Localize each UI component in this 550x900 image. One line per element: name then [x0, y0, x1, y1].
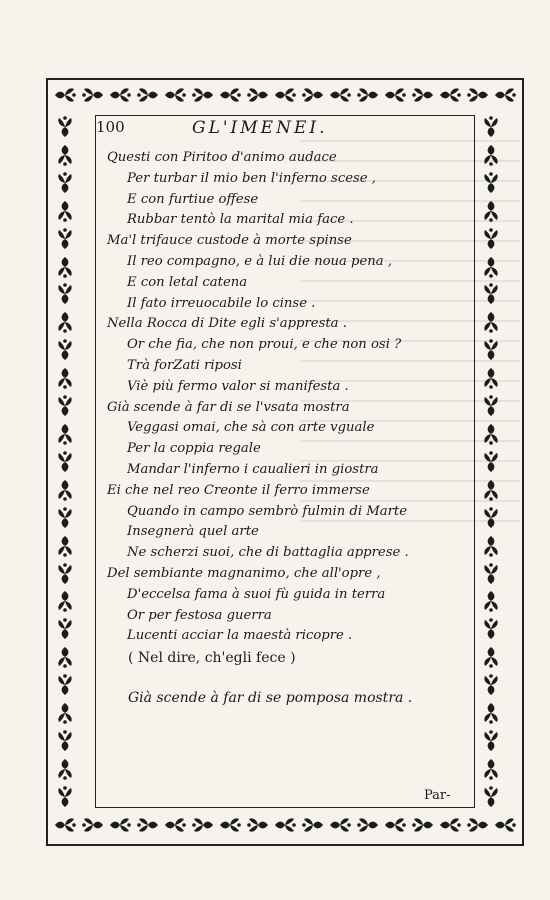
- fleuron-icon: [52, 588, 78, 614]
- fleuron-icon: [52, 365, 78, 391]
- verse-line: Il reo compagno, e à lui die noua pena ,: [127, 253, 393, 269]
- fleuron-icon: [107, 812, 133, 838]
- fleuron-icon: [52, 728, 78, 754]
- fleuron-icon: [478, 198, 504, 224]
- fleuron-icon: [52, 784, 78, 810]
- fleuron-icon: [52, 226, 78, 252]
- fleuron-icon: [52, 421, 78, 447]
- verse-block: [107, 148, 475, 647]
- page-header: [96, 118, 472, 144]
- verse-line: Ne scherzi suoi, che di battaglia apprese .: [127, 545, 409, 561]
- fleuron-icon: [52, 309, 78, 335]
- fleuron-icon: [80, 812, 106, 838]
- verse-line: Mandar l'inferno i caualieri in giostra: [127, 461, 379, 477]
- fleuron-icon: [478, 561, 504, 587]
- fleuron-icon: [478, 449, 504, 475]
- running-title: GL'IMENEI.: [192, 118, 328, 138]
- fleuron-icon: [478, 784, 504, 810]
- ornament-border-right: [478, 114, 516, 810]
- fleuron-icon: [478, 672, 504, 698]
- fleuron-icon: [52, 393, 78, 419]
- fleuron-icon: [410, 812, 436, 838]
- fleuron-icon: [478, 337, 504, 363]
- fleuron-icon: [190, 82, 216, 108]
- fleuron-icon: [52, 337, 78, 363]
- fleuron-icon: [437, 82, 463, 108]
- fleuron-icon: [465, 812, 491, 838]
- verse-line: Del sembiante magnanimo, che all'opre ,: [107, 565, 381, 581]
- verse-line: Questi con Piritoo d'animo audace: [107, 150, 337, 165]
- fleuron-icon: [382, 82, 408, 108]
- fleuron-icon: [52, 616, 78, 642]
- fleuron-icon: [478, 477, 504, 503]
- verse-line: Or per festosa guerra: [127, 607, 272, 623]
- fleuron-icon: [478, 700, 504, 726]
- fleuron-icon: [52, 756, 78, 782]
- verse-line: D'eccelsa fama à suoi fù guida in terra: [127, 586, 386, 602]
- fleuron-icon: [478, 644, 504, 670]
- fleuron-icon: [478, 756, 504, 782]
- verse-line: Per la coppia regale: [127, 441, 261, 457]
- verse-line: Lucenti acciar la maestà ricopre .: [127, 628, 353, 644]
- fleuron-icon: [327, 812, 353, 838]
- ornament-border-left: [52, 114, 90, 810]
- verse-line: Trà forZati riposi: [127, 357, 242, 373]
- verse-line: Per turbar il mio ben l'inferno scese ,: [127, 170, 376, 186]
- fleuron-icon: [478, 309, 504, 335]
- catchword: Par-: [424, 788, 451, 803]
- ornament-border-top: [52, 82, 518, 112]
- fleuron-icon: [52, 142, 78, 168]
- fleuron-icon: [217, 812, 243, 838]
- fleuron-icon: [478, 505, 504, 531]
- page-number: 100: [96, 118, 125, 136]
- verse-line: Rubbar tentò la marital mia face .: [127, 212, 354, 228]
- fleuron-icon: [478, 533, 504, 559]
- fleuron-icon: [52, 533, 78, 559]
- fleuron-icon: [478, 616, 504, 642]
- fleuron-icon: [492, 82, 518, 108]
- fleuron-icon: [465, 82, 491, 108]
- verse-line: Or che fia, che non proui, e che non osi ?: [127, 337, 402, 353]
- closing-verse-line: Già scende à far di se pomposa mostra .: [128, 690, 413, 706]
- fleuron-icon: [162, 812, 188, 838]
- fleuron-icon: [107, 82, 133, 108]
- fleuron-icon: [300, 812, 326, 838]
- stage-direction: ( Nel dire, ch'egli fece ): [128, 650, 296, 666]
- fleuron-icon: [382, 812, 408, 838]
- fleuron-icon: [135, 812, 161, 838]
- fleuron-icon: [52, 505, 78, 531]
- fleuron-icon: [437, 812, 463, 838]
- verse-line: E con letal catena: [127, 274, 248, 290]
- verse-line: Nella Rocca di Dite egli s'appresta .: [107, 316, 347, 332]
- fleuron-icon: [52, 812, 78, 838]
- fleuron-icon: [410, 82, 436, 108]
- fleuron-icon: [135, 82, 161, 108]
- fleuron-icon: [52, 449, 78, 475]
- verse-line: Ei che nel reo Creonte il ferro immerse: [107, 482, 370, 498]
- fleuron-icon: [478, 254, 504, 280]
- fleuron-icon: [52, 170, 78, 196]
- fleuron-icon: [478, 170, 504, 196]
- fleuron-icon: [52, 281, 78, 307]
- fleuron-icon: [52, 82, 78, 108]
- fleuron-icon: [478, 114, 504, 140]
- verse-line: E con furtiue offese: [127, 191, 259, 207]
- fleuron-icon: [355, 812, 381, 838]
- fleuron-icon: [478, 142, 504, 168]
- fleuron-icon: [217, 82, 243, 108]
- fleuron-icon: [272, 812, 298, 838]
- fleuron-icon: [478, 393, 504, 419]
- fleuron-icon: [300, 82, 326, 108]
- verse-line: Quando in campo sembrò fulmin di Marte: [127, 503, 408, 519]
- ornament-border-bottom: [52, 812, 518, 842]
- fleuron-icon: [478, 728, 504, 754]
- fleuron-icon: [52, 561, 78, 587]
- fleuron-icon: [52, 114, 78, 140]
- verse-line: Ma'l trifauce custode à morte spinse: [107, 233, 352, 249]
- fleuron-icon: [52, 198, 78, 224]
- fleuron-icon: [52, 644, 78, 670]
- fleuron-icon: [245, 812, 271, 838]
- fleuron-icon: [245, 82, 271, 108]
- fleuron-icon: [52, 254, 78, 280]
- fleuron-icon: [478, 365, 504, 391]
- fleuron-icon: [52, 700, 78, 726]
- fleuron-icon: [478, 588, 504, 614]
- verse-line: Già scende à far di se l'vsata mostra: [107, 399, 350, 415]
- fleuron-icon: [478, 421, 504, 447]
- fleuron-icon: [478, 226, 504, 252]
- verse-line: Veggasi omai, che sà con arte vguale: [127, 420, 375, 436]
- fleuron-icon: [327, 82, 353, 108]
- fleuron-icon: [492, 812, 518, 838]
- fleuron-icon: [80, 82, 106, 108]
- fleuron-icon: [162, 82, 188, 108]
- fleuron-icon: [52, 672, 78, 698]
- fleuron-icon: [52, 477, 78, 503]
- verse-line: Il fato irreuocabile lo cinse .: [127, 295, 316, 311]
- fleuron-icon: [272, 82, 298, 108]
- verse-line: Insegnerà quel arte: [127, 524, 259, 540]
- fleuron-icon: [478, 281, 504, 307]
- fleuron-icon: [355, 82, 381, 108]
- fleuron-icon: [190, 812, 216, 838]
- verse-line: Viè più fermo valor si manifesta .: [127, 378, 349, 394]
